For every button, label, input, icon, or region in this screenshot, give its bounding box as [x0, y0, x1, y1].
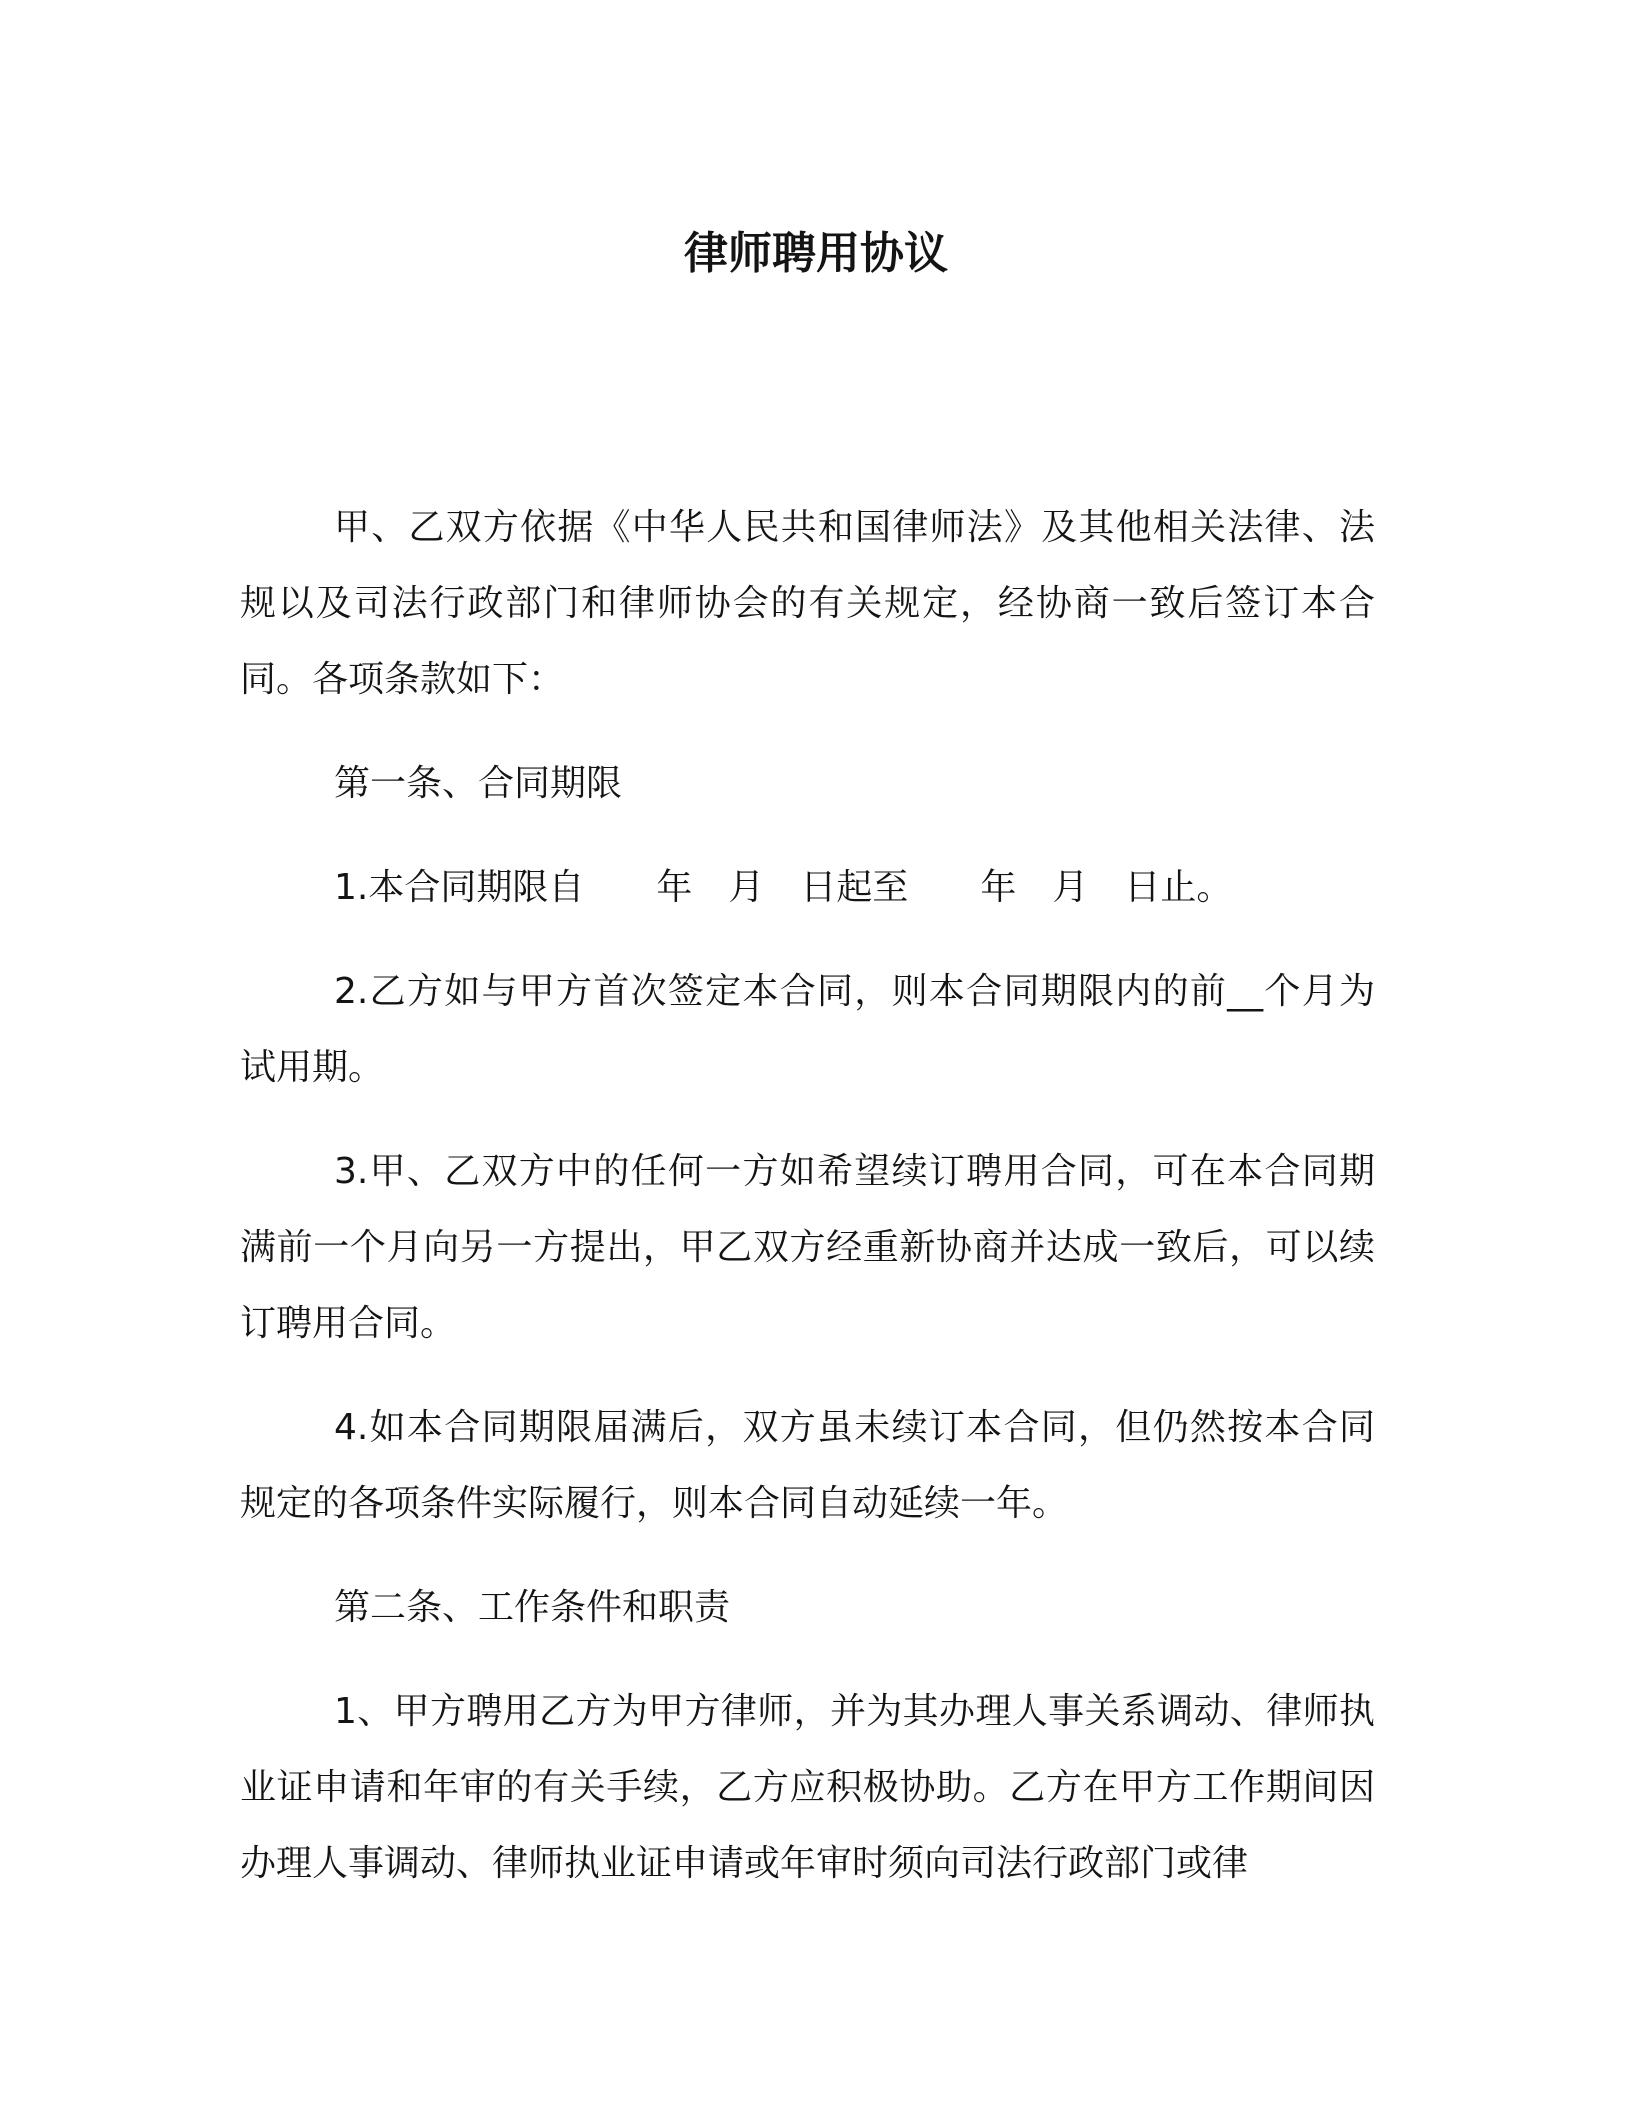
article-1-clause-2: 2.乙方如与甲方首次签定本合同，则本合同期限内的前__个月为试用期。	[240, 971, 1375, 1088]
article-1-clause-1: 1.本合同期限自 年 月 日起至 年 月 日止。	[334, 867, 1233, 908]
document-body	[240, 490, 1375, 1930]
article-1-clause-4: 4.如本合同期限届满后，双方虽未续订本合同，但仍然按本合同规定的各项条件实际履行，则本合同自动延续一年。	[240, 1407, 1375, 1524]
article-2-clause-1: 1、甲方聘用乙方为甲方律师，并为其办理人事关系调动、律师执业证申请和年审的有关手续，乙方应积极协助。乙方在甲方工作期间因办理人事调动、律师执业证申请或年审时须向司法行政部门或律	[240, 1691, 1375, 1884]
preamble-paragraph: 甲、乙双方依据《中华人民共和国律师法》及其他相关法律、法规以及司法行政部门和律师协会的有关规定，经协商一致后签订本合同。各项条款如下：	[240, 507, 1375, 700]
article-1-clause-3: 3.甲、乙双方中的任何一方如希望续订聘用合同，可在本合同期满前一个月向另一方提出，甲乙双方经重新协商并达成一致后，可以续订聘用合同。	[240, 1151, 1375, 1344]
document-title: 律师聘用协议	[684, 228, 948, 279]
article-2-heading: 第二条、工作条件和职责	[334, 1587, 731, 1628]
article-1-heading: 第一条、合同期限	[334, 763, 623, 804]
